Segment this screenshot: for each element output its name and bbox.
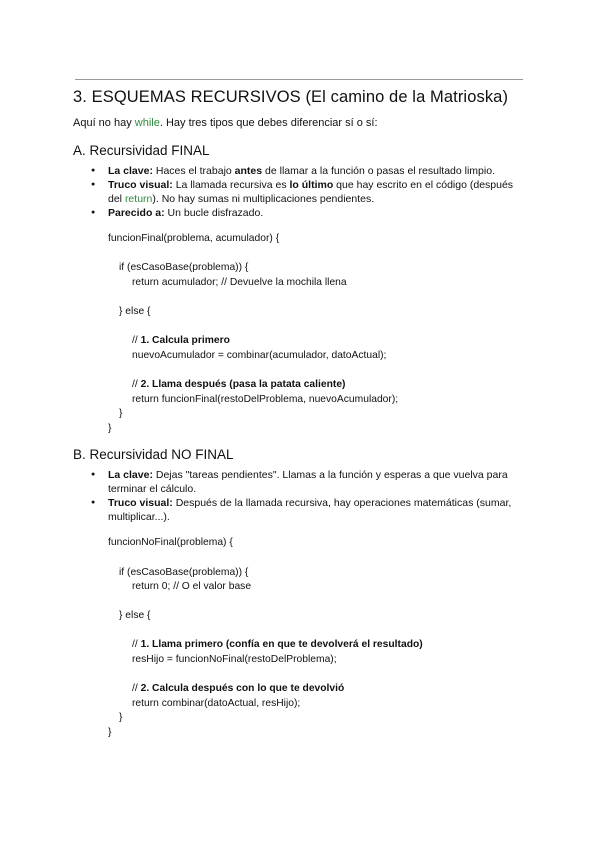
- bullet-text: Dejas "tareas pendientes". Llamas a la función y esperas a que vuelva para terminar el cálculo.: [108, 469, 508, 496]
- bullet-text: Haces el trabajo: [152, 165, 235, 177]
- code-line: nuevoAcumulador = combinar(acumulador, datoActual);: [132, 349, 387, 361]
- comment-text: 1. Calcula primero: [140, 335, 230, 347]
- comment-text: 1. Llama primero (confía en que te devolverá el resultado): [140, 639, 423, 651]
- comment-marker: //: [132, 639, 141, 651]
- page-title: 3. ESQUEMAS RECURSIVOS (El camino de la Matrioska): [73, 88, 509, 106]
- section-b-heading: B. Recursividad NO FINAL: [73, 447, 234, 463]
- code-line: } else {: [119, 305, 151, 317]
- comment-marker: //: [132, 683, 141, 695]
- bullet-item: [108, 206, 528, 220]
- code-line: }: [108, 727, 112, 739]
- code-line: return combinar(datoActual, resHijo);: [132, 697, 301, 709]
- bullet-text: ). No hay sumas ni multiplicaciones pendientes.: [152, 193, 375, 205]
- code-comment: [108, 378, 528, 393]
- comment-text: 2. Calcula después con lo que te devolvió: [140, 683, 345, 695]
- bullet-text: de llamar a la función o pasas el resultado limpio.: [262, 165, 495, 177]
- section-b-bullets: [73, 468, 528, 524]
- intro-text-before: Aquí no hay: [73, 117, 135, 129]
- bullet-label: Truco visual:: [108, 497, 173, 510]
- code-block-no-final: [108, 536, 528, 740]
- bullet-label: Truco visual:: [108, 179, 173, 191]
- code-line: }: [108, 422, 112, 434]
- code-line: }: [119, 408, 123, 420]
- bullet-label: Parecido a:: [108, 207, 165, 219]
- code-line: return funcionFinal(restoDelProblema, nuevoAcumulador);: [132, 393, 399, 405]
- comment-marker: //: [132, 335, 141, 347]
- bullet-text: La llamada recursiva es: [172, 179, 290, 191]
- code-block-final: [108, 232, 528, 436]
- bullet-emphasis: lo último: [289, 179, 334, 191]
- code-line: if (esCasoBase(problema)) {: [119, 262, 249, 274]
- code-comment: [108, 638, 528, 653]
- section-a-bullets: [73, 164, 528, 220]
- code-line: return acumulador; // Devuelve la mochila llena: [132, 276, 347, 288]
- top-divider: [75, 79, 523, 80]
- code-line: return 0; // O el valor base: [132, 581, 252, 593]
- code-comment: [108, 334, 528, 349]
- code-line: } else {: [119, 610, 151, 622]
- bullet-keyword-return: return: [124, 193, 153, 205]
- section-a-heading: A. Recursividad FINAL: [73, 143, 210, 158]
- comment-marker: //: [132, 378, 141, 390]
- document-page: [73, 86, 528, 741]
- intro-text-after: . Hay tres tipos que debes diferenciar sí o sí:: [159, 117, 378, 129]
- code-line: resHijo = funcionNoFinal(restoDelProblema);: [132, 654, 337, 666]
- bullet-item: [108, 468, 528, 496]
- bullet-item: [108, 164, 528, 178]
- code-line: if (esCasoBase(problema)) {: [119, 566, 249, 578]
- code-line: funcionNoFinal(problema) {: [108, 537, 233, 549]
- intro-keyword-while: while: [134, 117, 160, 129]
- bullet-item: [108, 178, 528, 206]
- bullet-item: [108, 496, 528, 524]
- bullet-text: Después de la llamada recursiva, hay operaciones matemáticas (sumar, multiplicar...).: [108, 497, 512, 524]
- bullet-label: La clave:: [108, 165, 153, 177]
- code-line: }: [119, 712, 123, 724]
- bullet-label: La clave:: [108, 469, 153, 482]
- comment-text: 2. Llama después (pasa la patata caliente): [140, 378, 346, 390]
- intro-paragraph: [73, 116, 528, 130]
- bullet-emphasis: antes: [234, 165, 263, 177]
- code-line: funcionFinal(problema, acumulador) {: [108, 233, 280, 244]
- bullet-text: Un bucle disfrazado.: [164, 207, 264, 219]
- code-comment: [108, 682, 528, 697]
- bullet-text: que hay escrito en el código (después del: [108, 179, 514, 205]
